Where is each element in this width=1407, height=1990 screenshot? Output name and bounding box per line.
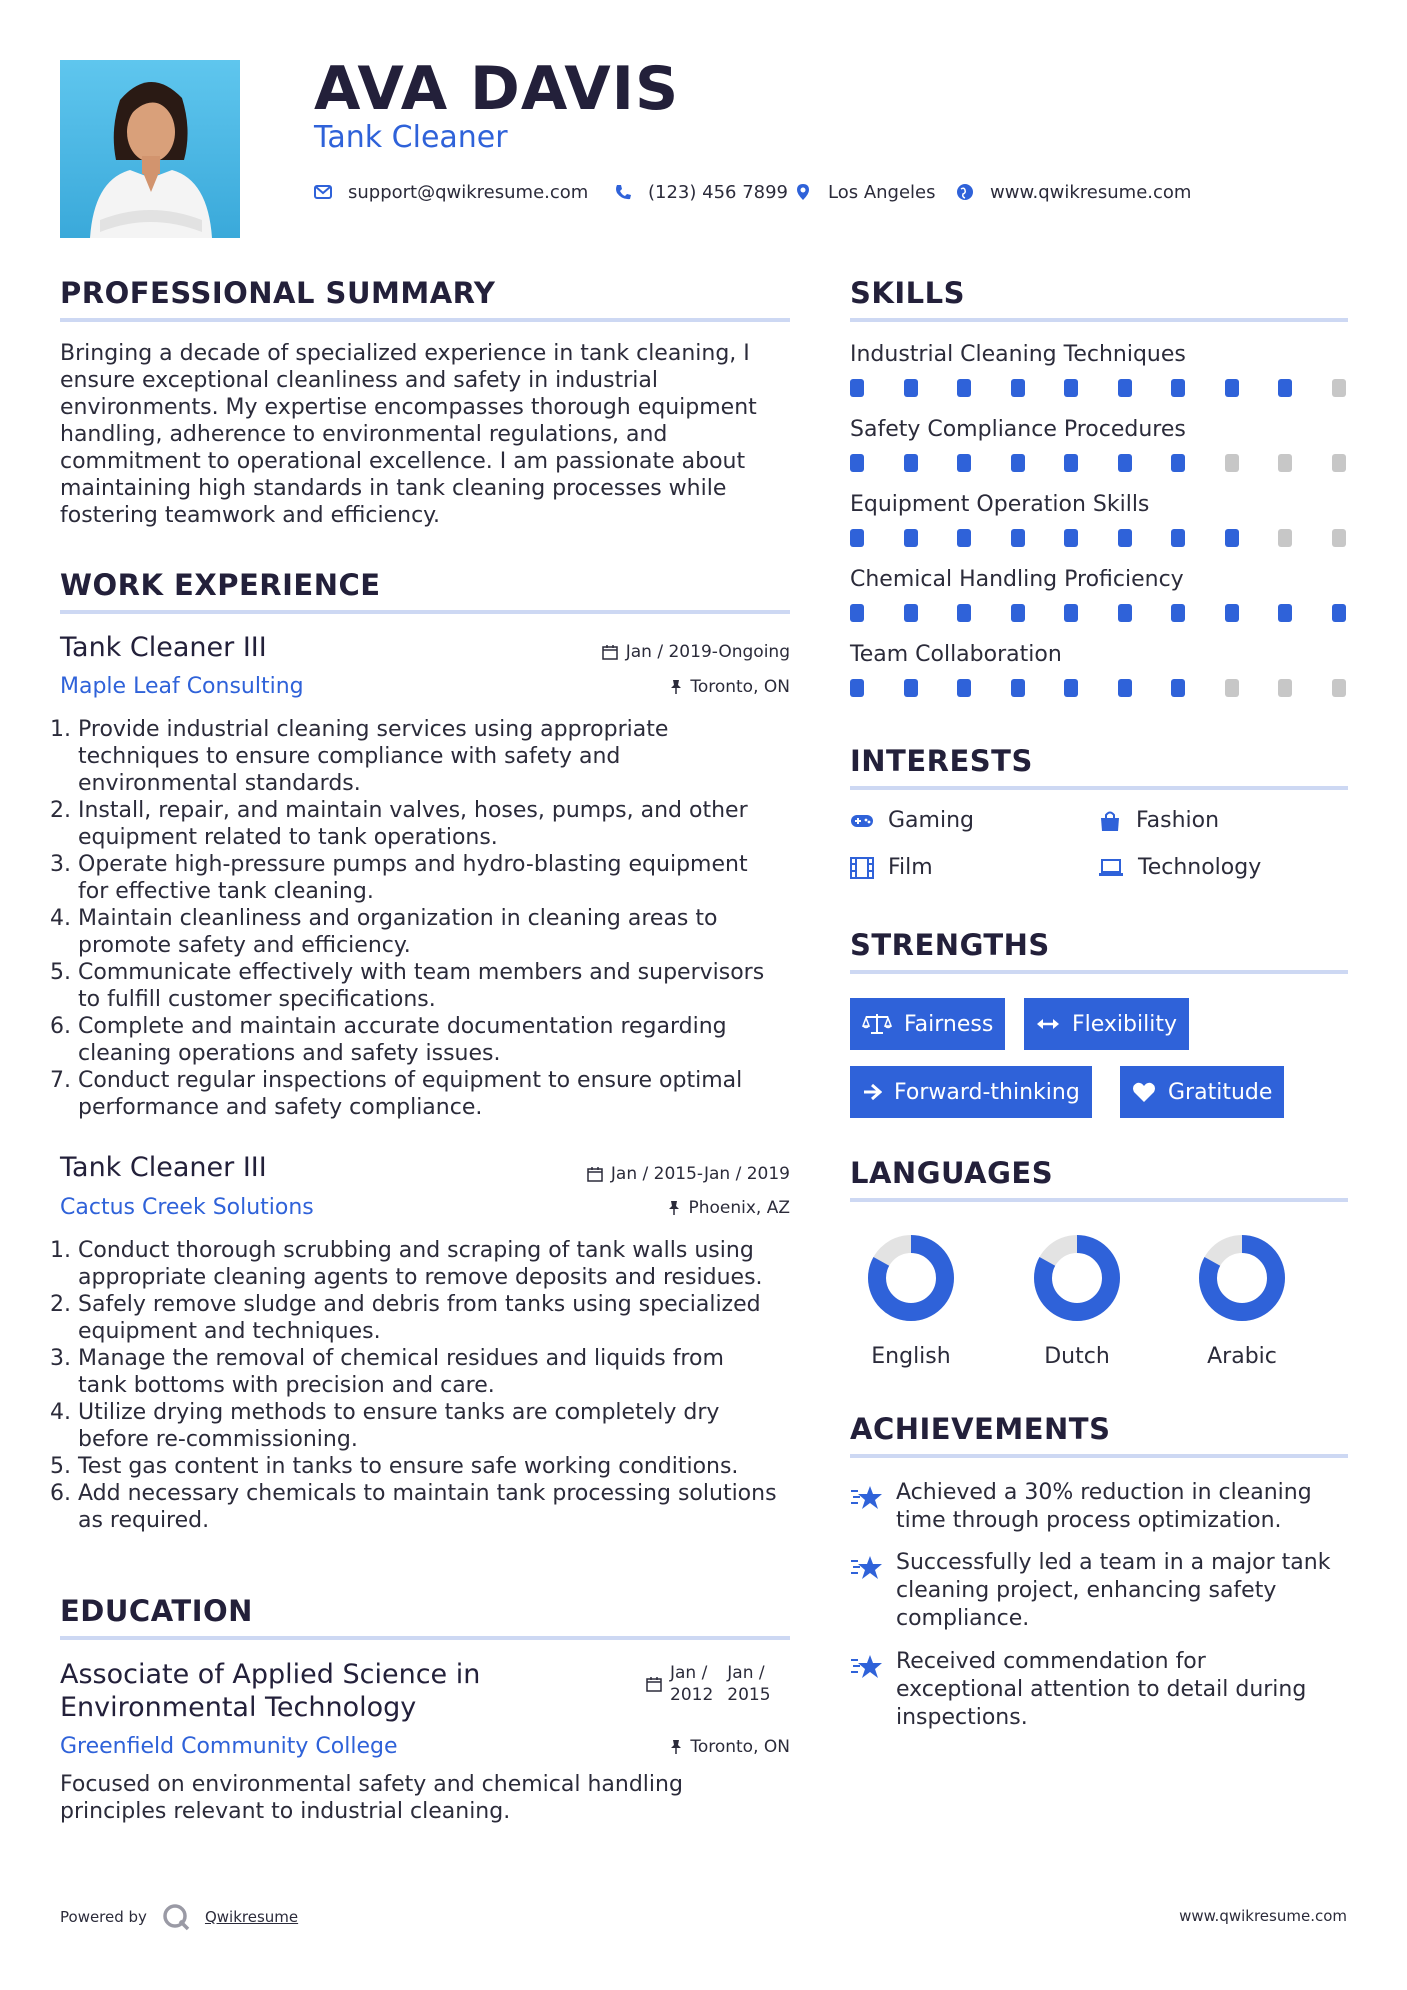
- skill-dot-empty: [1332, 679, 1346, 697]
- list-item: [50, 1345, 800, 1399]
- list-item: [50, 1013, 800, 1067]
- skill-dot-filled: [850, 454, 864, 472]
- language-item: [1012, 1230, 1142, 1369]
- list-number: 4.: [50, 906, 71, 931]
- skill-dot-filled: [1011, 529, 1025, 547]
- list-item: [50, 716, 800, 797]
- skill-dot-filled: [850, 379, 864, 397]
- section-divider: [850, 1198, 1348, 1202]
- strength-label: Gratitude: [1168, 1079, 1273, 1105]
- job-title: Tank Cleaner III: [60, 1152, 267, 1183]
- skill-dot-filled: [1011, 679, 1025, 697]
- list-line: Provide industrial cleaning services using appropriate: [78, 717, 669, 742]
- job-dates-text: Jan / 2015-Jan / 2019: [610, 1164, 790, 1184]
- skill-dot-filled: [1064, 604, 1078, 622]
- skill-dot-filled: [904, 454, 918, 472]
- list-item: [50, 1480, 800, 1534]
- section-divider: [60, 1636, 790, 1640]
- strength-label: Flexibility: [1072, 1011, 1177, 1037]
- calendar-icon: [646, 1676, 662, 1692]
- list-number: 3.: [50, 1346, 71, 1371]
- language-item: [1177, 1230, 1307, 1369]
- achievement-line: exceptional attention to detail during: [896, 1677, 1307, 1702]
- section-divider: [60, 318, 790, 322]
- gamepad-icon: [850, 812, 874, 830]
- star-medal-icon: [850, 1652, 884, 1680]
- skill-dot-filled: [1118, 454, 1132, 472]
- phone-icon: [614, 183, 632, 201]
- interest-label: Film: [888, 855, 933, 880]
- summary-line: maintaining high standards in tank cleaning processes while: [60, 476, 727, 501]
- list-line: Safely remove sludge and debris from tanks using specialized: [78, 1292, 761, 1317]
- job-title-header: Tank Cleaner: [314, 120, 508, 155]
- section-divider: [850, 786, 1348, 790]
- skill-dot-filled: [1118, 529, 1132, 547]
- education-description: [60, 1771, 790, 1825]
- skill-dot-filled: [850, 604, 864, 622]
- pushpin-icon: [670, 679, 682, 695]
- strength-badge: [850, 998, 1005, 1050]
- list-number: 5.: [50, 1454, 71, 1479]
- heart-icon: [1132, 1081, 1156, 1103]
- language-proficiency-ring: [846, 1230, 976, 1326]
- skill-dot-filled: [1171, 529, 1185, 547]
- list-line: equipment and techniques.: [78, 1319, 381, 1344]
- achievement-line: Achieved a 30% reduction in cleaning: [896, 1480, 1312, 1505]
- list-line: as required.: [78, 1508, 210, 1533]
- skill-item: [850, 492, 1346, 547]
- education-location: [540, 1737, 790, 1757]
- globe-icon: [956, 183, 974, 201]
- strength-badge: [1120, 1066, 1284, 1118]
- list-line: techniques to ensure compliance with safety and: [78, 744, 621, 769]
- skill-name: Team Collaboration: [850, 642, 1062, 667]
- section-divider: [850, 970, 1348, 974]
- skill-dot-filled: [1118, 379, 1132, 397]
- calendar-icon: [587, 1166, 603, 1182]
- skill-dot-filled: [1064, 679, 1078, 697]
- company-name: Cactus Creek Solutions: [60, 1195, 314, 1220]
- skill-dot-filled: [1171, 379, 1185, 397]
- skill-dot-empty: [1278, 679, 1292, 697]
- skill-dot-filled: [957, 454, 971, 472]
- interest-label: Gaming: [888, 808, 974, 833]
- website-text: www.qwikresume.com: [990, 181, 1192, 203]
- skill-dot-filled: [1064, 379, 1078, 397]
- list-line: promote safety and efficiency.: [78, 933, 411, 958]
- section-divider: [850, 318, 1348, 322]
- education-dates: [646, 1662, 771, 1706]
- interest-label: Technology: [1138, 855, 1262, 880]
- skill-dot-filled: [957, 529, 971, 547]
- summary-line: handling, adherence to environmental regulations, and: [60, 422, 668, 447]
- skill-dot-filled: [850, 529, 864, 547]
- section-divider: [60, 610, 790, 614]
- list-line: cleaning operations and safety issues.: [78, 1041, 501, 1066]
- skill-item: [850, 567, 1346, 622]
- job-title: Tank Cleaner III: [60, 632, 267, 663]
- skill-dot-empty: [1332, 454, 1346, 472]
- skill-item: [850, 342, 1346, 397]
- job-responsibilities: [50, 1237, 800, 1534]
- shopping-bag-icon: [1098, 810, 1122, 832]
- section-heading-skills: SKILLS: [850, 276, 965, 310]
- skill-dot-filled: [1171, 679, 1185, 697]
- skill-dot-filled: [904, 679, 918, 697]
- interest-label: Fashion: [1136, 808, 1220, 833]
- job-responsibilities: [50, 716, 800, 1121]
- skill-dot-filled: [1171, 454, 1185, 472]
- achievement-item: [850, 1648, 1348, 1732]
- skill-dot-empty: [1278, 529, 1292, 547]
- list-item: [50, 1291, 800, 1345]
- calendar-icon: [602, 644, 618, 660]
- contact-email[interactable]: [314, 178, 588, 206]
- brand-link[interactable]: Qwikresume: [204, 1908, 299, 1926]
- skill-rating: [850, 379, 1346, 397]
- company-name: Maple Leaf Consulting: [60, 674, 304, 699]
- email-text: support@qwikresume.com: [348, 181, 589, 203]
- location-text: Los Angeles: [828, 181, 936, 203]
- education-location-text: Toronto, ON: [690, 1737, 790, 1757]
- interest-item: [1098, 808, 1219, 833]
- section-heading-experience: WORK EXPERIENCE: [60, 568, 381, 602]
- star-medal-icon: [850, 1483, 884, 1511]
- skill-dot-filled: [1278, 604, 1292, 622]
- list-number: 1.: [50, 1238, 71, 1263]
- list-item: [50, 905, 800, 959]
- skill-dot-filled: [1118, 604, 1132, 622]
- achievement-line: inspections.: [896, 1705, 1028, 1730]
- degree-line: Environmental Technology: [60, 1692, 417, 1723]
- summary-line: environments. My expertise encompasses thorough equipment: [60, 395, 757, 420]
- skill-rating: [850, 604, 1346, 622]
- map-marker-icon: [794, 183, 812, 201]
- section-heading-strengths: STRENGTHS: [850, 928, 1050, 962]
- school-name: Greenfield Community College: [60, 1734, 398, 1759]
- strength-badge: [1024, 998, 1189, 1050]
- skill-dot-empty: [1225, 454, 1239, 472]
- list-number: 6.: [50, 1481, 71, 1506]
- list-line: Install, repair, and maintain valves, hoses, pumps, and other: [78, 798, 748, 823]
- skill-dot-filled: [850, 679, 864, 697]
- strength-label: Forward-thinking: [894, 1079, 1080, 1105]
- education-end-date: [727, 1662, 770, 1706]
- list-item: [50, 959, 800, 1013]
- skill-dot-filled: [1225, 529, 1239, 547]
- description-line: Focused on environmental safety and chemical handling: [60, 1772, 683, 1797]
- phone-text: (123) 456 7899: [648, 181, 789, 203]
- envelope-icon: [314, 183, 332, 201]
- skill-dot-filled: [1064, 454, 1078, 472]
- pushpin-icon: [670, 1739, 682, 1755]
- pushpin-icon: [668, 1200, 680, 1216]
- skill-dot-filled: [904, 379, 918, 397]
- language-name: Arabic: [1207, 1344, 1277, 1369]
- skill-dot-filled: [1171, 604, 1185, 622]
- language-item: [846, 1230, 976, 1369]
- skill-name: Chemical Handling Proficiency: [850, 567, 1184, 592]
- date-line: 2012: [670, 1685, 714, 1705]
- achievement-line: time through process optimization.: [896, 1508, 1282, 1533]
- list-line: performance and safety compliance.: [78, 1095, 483, 1120]
- language-proficiency-ring: [1177, 1230, 1307, 1326]
- skill-name: Safety Compliance Procedures: [850, 417, 1186, 442]
- summary-text: [60, 340, 790, 529]
- interest-item: [1098, 855, 1261, 880]
- strength-label: Fairness: [904, 1011, 994, 1037]
- summary-line: fostering teamwork and efficiency.: [60, 503, 441, 528]
- job-dates: [540, 1164, 790, 1184]
- contact-location: [794, 178, 936, 206]
- summary-line: ensure exceptional cleanliness and safety in industrial: [60, 368, 658, 393]
- achievement-line: cleaning project, enhancing safety: [896, 1578, 1277, 1603]
- description-line: principles relevant to industrial cleaning.: [60, 1799, 511, 1824]
- section-heading-education: EDUCATION: [60, 1594, 253, 1628]
- achievement-text: [896, 1648, 1306, 1732]
- date-line: Jan /: [727, 1663, 765, 1683]
- skill-dot-filled: [904, 529, 918, 547]
- list-line: Add necessary chemicals to maintain tank processing solutions: [78, 1481, 777, 1506]
- contact-phone[interactable]: [614, 178, 788, 206]
- skill-dot-filled: [1011, 379, 1025, 397]
- language-name: English: [871, 1344, 951, 1369]
- skill-rating: [850, 454, 1346, 472]
- skill-dot-filled: [1225, 604, 1239, 622]
- skill-dot-filled: [1225, 379, 1239, 397]
- list-line: Conduct thorough scrubbing and scraping of tank walls using: [78, 1238, 754, 1263]
- list-number: 7.: [50, 1068, 71, 1093]
- arrows-horizontal-icon: [1036, 1016, 1060, 1032]
- skill-dot-filled: [1064, 529, 1078, 547]
- date-line: Jan /: [670, 1663, 708, 1683]
- section-divider: [850, 1454, 1348, 1458]
- interest-item: [850, 855, 933, 880]
- list-item: [50, 1453, 800, 1480]
- skill-dot-empty: [1332, 379, 1346, 397]
- achievement-line: compliance.: [896, 1606, 1030, 1631]
- contact-website[interactable]: [956, 178, 1191, 206]
- candidate-name: AVA DAVIS: [314, 54, 680, 124]
- section-heading-achievements: ACHIEVEMENTS: [850, 1412, 1111, 1446]
- section-heading-languages: LANGUAGES: [850, 1156, 1054, 1190]
- skill-dot-filled: [1011, 604, 1025, 622]
- list-number: 4.: [50, 1400, 71, 1425]
- powered-by-text: Powered by: [60, 1908, 147, 1926]
- achievement-line: Received commendation for: [896, 1649, 1206, 1674]
- job-location-text: Phoenix, AZ: [688, 1198, 790, 1218]
- achievement-line: Successfully led a team in a major tank: [896, 1550, 1331, 1575]
- list-line: Operate high-pressure pumps and hydro-blasting equipment: [78, 852, 748, 877]
- skill-rating: [850, 529, 1346, 547]
- qwikresume-logo-icon: [161, 1902, 191, 1932]
- list-line: before re-commissioning.: [78, 1427, 358, 1452]
- education-start-date: [670, 1662, 713, 1706]
- list-number: 2.: [50, 1292, 71, 1317]
- skill-rating: [850, 679, 1346, 697]
- list-item: [50, 1067, 800, 1121]
- footer-website[interactable]: www.qwikresume.com: [1179, 1907, 1347, 1925]
- skill-dot-filled: [957, 604, 971, 622]
- job-location-text: Toronto, ON: [690, 677, 790, 697]
- skill-dot-filled: [957, 679, 971, 697]
- skill-dot-filled: [957, 379, 971, 397]
- skill-dot-filled: [1011, 454, 1025, 472]
- date-line: 2015: [727, 1685, 771, 1705]
- profile-photo: [60, 60, 240, 238]
- list-line: appropriate cleaning agents to remove deposits and residues.: [78, 1265, 763, 1290]
- skill-dot-empty: [1225, 679, 1239, 697]
- list-line: to fulfill customer specifications.: [78, 987, 436, 1012]
- star-medal-icon: [850, 1553, 884, 1581]
- list-item: [50, 1399, 800, 1453]
- list-line: equipment related to tank operations.: [78, 825, 498, 850]
- skill-dot-filled: [1332, 604, 1346, 622]
- skill-item: [850, 642, 1346, 697]
- job-dates: [540, 642, 790, 662]
- summary-line: commitment to operational excellence. I am passionate about: [60, 449, 746, 474]
- list-number: 1.: [50, 717, 71, 742]
- list-line: Utilize drying methods to ensure tanks are completely dry: [78, 1400, 720, 1425]
- film-icon: [850, 857, 874, 879]
- achievement-text: [896, 1479, 1312, 1535]
- list-line: Complete and maintain accurate documentation regarding: [78, 1014, 727, 1039]
- list-line: for effective tank cleaning.: [78, 879, 374, 904]
- skill-name: Industrial Cleaning Techniques: [850, 342, 1186, 367]
- job-dates-text: Jan / 2019-Ongoing: [625, 642, 790, 662]
- interest-item: [850, 808, 974, 833]
- strength-badge: [850, 1066, 1092, 1118]
- list-line: Test gas content in tanks to ensure safe working conditions.: [78, 1454, 739, 1479]
- list-line: environmental standards.: [78, 771, 361, 796]
- list-item: [50, 797, 800, 851]
- list-item: [50, 851, 800, 905]
- list-number: 5.: [50, 960, 71, 985]
- list-number: 2.: [50, 798, 71, 823]
- job-location: [540, 1198, 790, 1218]
- balance-scale-icon: [862, 1012, 892, 1036]
- skill-dot-filled: [1118, 679, 1132, 697]
- language-proficiency-ring: [1012, 1230, 1142, 1326]
- list-line: Communicate effectively with team members and supervisors: [78, 960, 765, 985]
- degree-name: [60, 1658, 480, 1724]
- list-line: Maintain cleanliness and organization in cleaning areas to: [78, 906, 718, 931]
- skill-dot-empty: [1332, 529, 1346, 547]
- summary-line: Bringing a decade of specialized experience in tank cleaning, I: [60, 341, 750, 366]
- degree-line: Associate of Applied Science in: [60, 1659, 481, 1690]
- list-line: Manage the removal of chemical residues and liquids from: [78, 1346, 724, 1371]
- skill-dot-filled: [904, 604, 918, 622]
- achievement-item: [850, 1479, 1348, 1535]
- arrow-right-icon: [862, 1082, 882, 1102]
- section-heading-interests: INTERESTS: [850, 744, 1033, 778]
- footer-powered-by: [60, 1902, 298, 1932]
- skill-dot-empty: [1278, 454, 1292, 472]
- skill-item: [850, 417, 1346, 472]
- list-number: 6.: [50, 1014, 71, 1039]
- list-item: [50, 1237, 800, 1291]
- achievement-item: [850, 1549, 1348, 1633]
- section-heading-summary: PROFESSIONAL SUMMARY: [60, 276, 496, 310]
- achievement-text: [896, 1549, 1330, 1633]
- list-line: tank bottoms with precision and care.: [78, 1373, 495, 1398]
- job-location: [540, 677, 790, 697]
- laptop-icon: [1098, 858, 1124, 878]
- skill-dot-filled: [1278, 379, 1292, 397]
- list-number: 3.: [50, 852, 71, 877]
- language-name: Dutch: [1044, 1344, 1110, 1369]
- list-line: Conduct regular inspections of equipment to ensure optimal: [78, 1068, 743, 1093]
- skill-name: Equipment Operation Skills: [850, 492, 1150, 517]
